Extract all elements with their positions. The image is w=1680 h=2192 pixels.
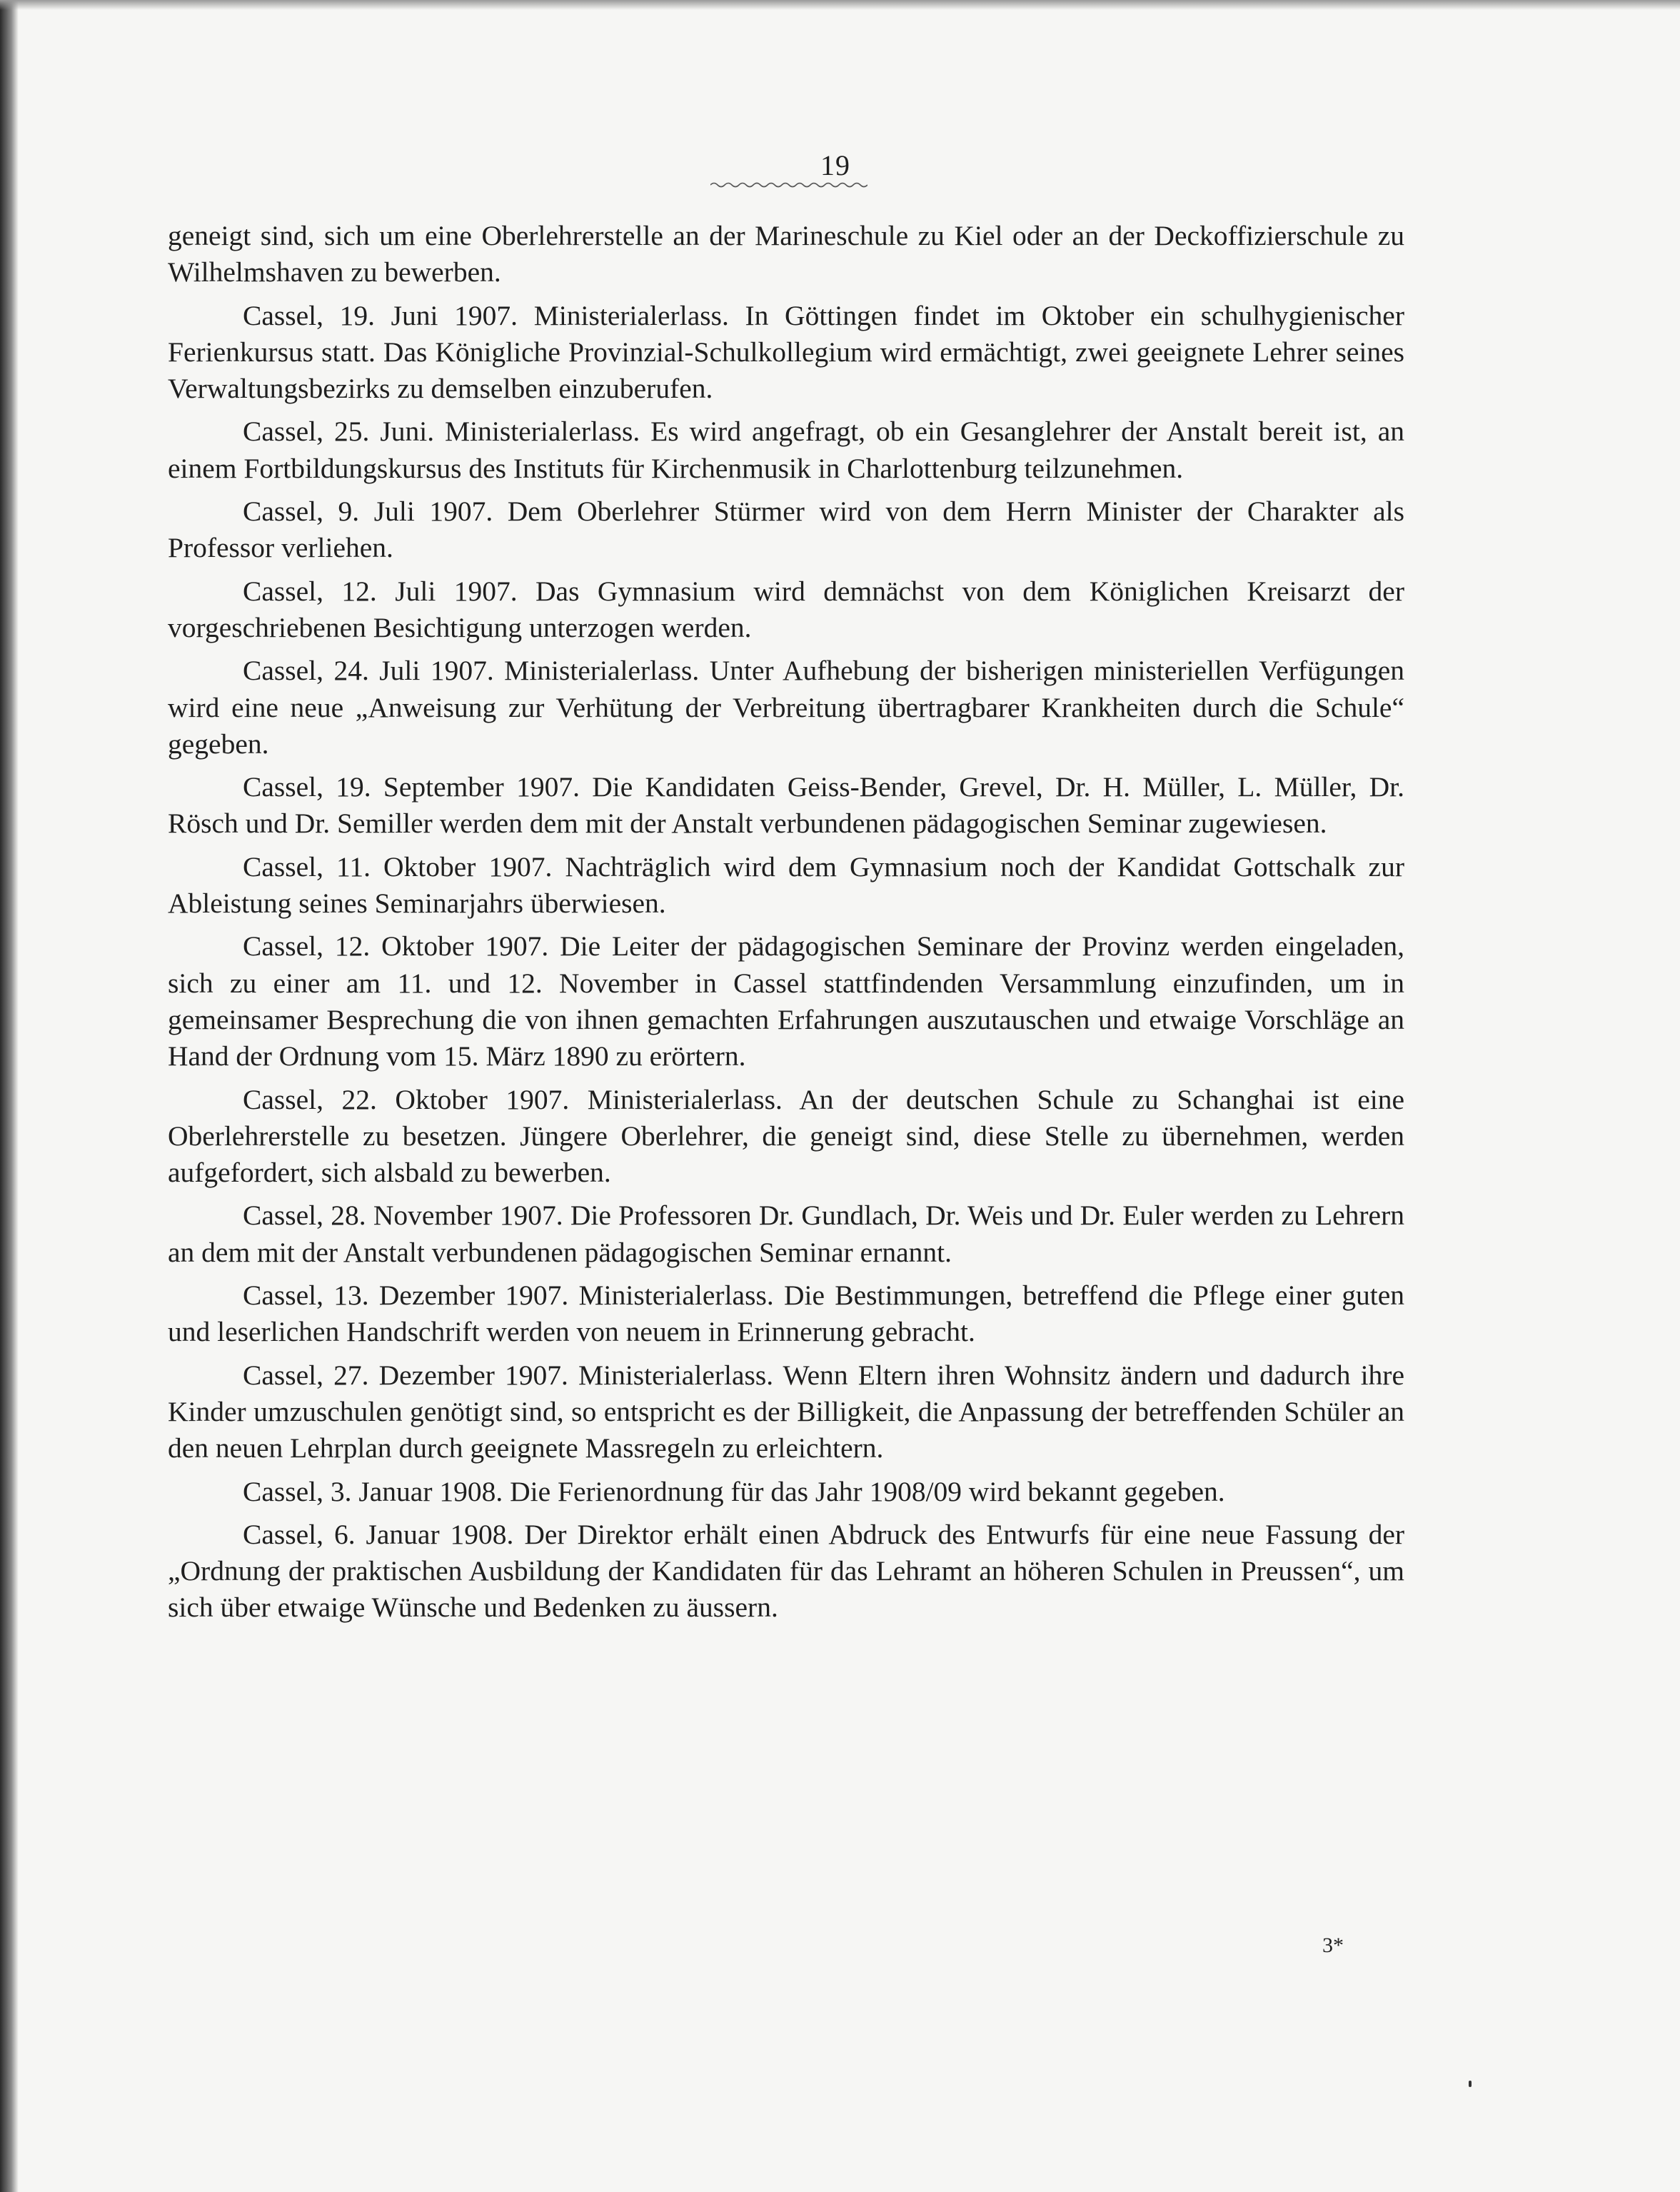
scan-edge-left — [0, 0, 19, 2192]
paragraph: Cassel, 25. Juni. Ministerialerlass. Es wird angefragt, ob ein Gesanglehrer der Anstalt bereit ist, an einem Fortbildungskursus des Instituts für Kirchenmusik in Charlottenburg teilzunehmen. — [168, 416, 1404, 484]
paragraph: Cassel, 6. Januar 1908. Der Direktor erhält einen Abdruck des Entwurfs für eine neue Fassung der „Ordnung der praktischen Ausbildung der Kandidaten für das Lehramt an höheren Schulen in Preussen“, um sich über etwaige Wünsche und Bedenken zu äussern. — [168, 1518, 1404, 1624]
paragraph: Cassel, 28. November 1907. Die Professoren Dr. Gundlach, Dr. Weis und Dr. Euler werden zu Lehrern an dem mit der Anstalt verbundenen pädagogischen Seminar ernannt. — [168, 1200, 1404, 1268]
body-text — [168, 218, 1404, 1633]
page-number: 19 — [820, 149, 850, 181]
paragraph: Cassel, 19. September 1907. Die Kandidaten Geiss-Bender, Grevel, Dr. H. Müller, L. Müller, Dr. Rösch und Dr. Semiller werden dem mit der Anstalt verbundenen pädagogischen Seminar zugewiesen. — [168, 771, 1404, 840]
paragraph: Cassel, 19. Juni 1907. Ministerialerlass. In Göttingen findet im Oktober ein schulhygienischer Ferienkursus statt. Das Königliche Provinzial-Schulkollegium wird ermächtigt, zwei geeignete Lehrer seines Verwaltungsbezirks zu demselben einzuberufen. — [168, 299, 1404, 405]
paragraph: Cassel, 12. Oktober 1907. Die Leiter der pädagogischen Seminare der Provinz werden eingeladen, sich zu einer am 11. und 12. November in Cassel stattfindenden Versammlung einzufinden, um in gemeinsamer Besprechung die von ihnen gemachten Erfahrungen auszutauschen und etwaige Vorschläge an Hand der Ordnung vom 15. März 1890 zu erörtern. — [168, 930, 1404, 1072]
page-number-wavy-rule — [710, 181, 867, 188]
signature-mark: 3* — [1322, 1934, 1344, 1957]
paragraph: Cassel, 12. Juli 1907. Das Gymnasium wird demnächst von dem Königlichen Kreisarzt der vorgeschriebenen Besichtigung unterzogen werden. — [168, 575, 1404, 643]
paragraph: Cassel, 9. Juli 1907. Dem Oberlehrer Stürmer wird von dem Herrn Minister der Charakter als Professor verliehen. — [168, 496, 1404, 564]
paragraph: Cassel, 3. Januar 1908. Die Ferienordnung für das Jahr 1908/09 wird bekannt gegeben. — [243, 1475, 1225, 1507]
paragraph: geneigt sind, sich um eine Oberlehrerstelle an der Marineschule zu Kiel oder an der Deckoffizierschule zu Wilhelmshaven zu bewerben. — [168, 220, 1404, 288]
paragraph: Cassel, 11. Oktober 1907. Nachträglich wird dem Gymnasium noch der Kandidat Gottschalk zur Ableistung seines Seminarjahrs überwiesen. — [168, 850, 1404, 920]
paragraph: Cassel, 24. Juli 1907. Ministerialerlass. Unter Aufhebung der bisherigen ministeriellen Verfügungen wird eine neue „Anweisung zur Verhütung der Verbreitung übertragbarer Krankheiten durch die Schule“ gegeben. — [168, 655, 1404, 760]
paragraph: Cassel, 22. Oktober 1907. Ministerialerlass. An der deutschen Schule zu Schanghai ist eine Oberlehrerstelle zu besetzen. Jüngere Oberlehrer, die geneigt sind, diese Stelle zu übernehmen, werden aufgefordert, sich alsbald zu bewerben. — [168, 1083, 1404, 1189]
paragraph: Cassel, 13. Dezember 1907. Ministerialerlass. Die Bestimmungen, betreffend die Pflege einer guten und leserlichen Handschrift werden von neuem in Erinnerung gebracht. — [168, 1279, 1404, 1348]
scan-edge-top — [0, 0, 1680, 10]
scan-speck — [1469, 2081, 1472, 2087]
paragraph: Cassel, 27. Dezember 1907. Ministerialerlass. Wenn Eltern ihren Wohnsitz ändern und dadurch ihre Kinder umzuschulen genötigt sind, so entspricht es der Billigkeit, die Anpassung der betreffenden Schüler an den neuen Lehrplan durch geeignete Massregeln zu erleichtern. — [168, 1359, 1404, 1464]
